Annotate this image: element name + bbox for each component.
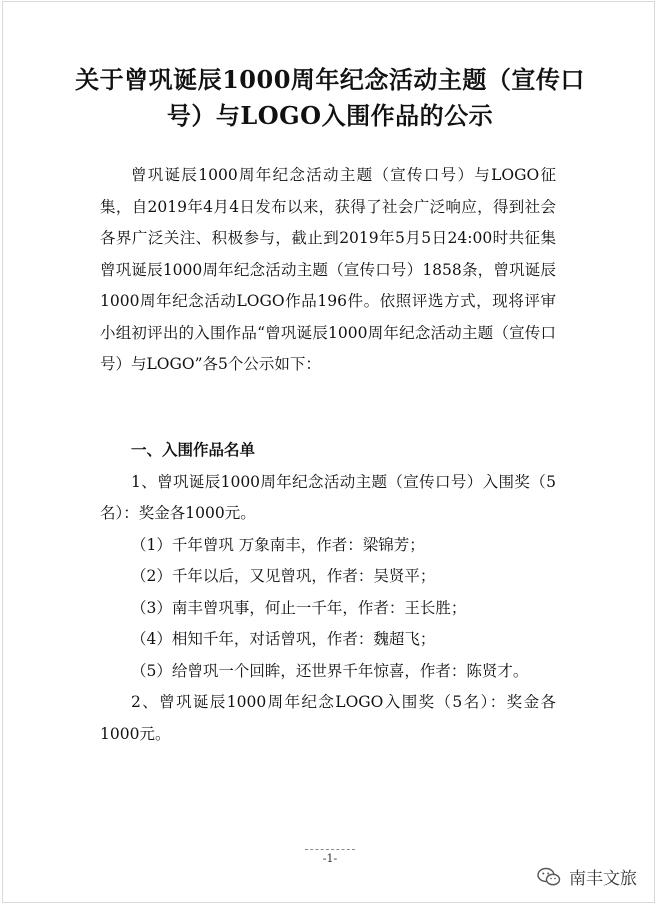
category-2-text: 2、曾巩诞辰1000周年纪念LOGO入围奖（5名）：奖金各1000元。 — [100, 693, 556, 743]
list-section — [100, 435, 556, 750]
watermark-text: 南丰文旅 — [569, 869, 637, 889]
list-item: （3）南丰曾巩事，何止一千年，作者：王长胜； — [131, 598, 467, 617]
list-item: （1）千年曾巩 万象南丰，作者：梁锦芳； — [131, 535, 425, 554]
category-1-text: 1、曾巩诞辰1000周年纪念活动主题（宣传口号）入围奖（5名）：奖金各1000元。 — [100, 472, 556, 522]
document-body — [100, 160, 556, 381]
list-item: （5）给曾巩一个回眸，还世界千年惊喜，作者：陈贤才。 — [131, 661, 529, 680]
document-title — [70, 62, 590, 134]
account-watermark — [537, 864, 637, 889]
intro-paragraph: 曾巩诞辰1000周年纪念活动主题（宣传口号）与LOGO征集，自2019年4月4日发布以来，获得了社会广泛响应，得到社会各界广泛关注、积极参与，截止到2019年5月5日24:00时共征集曾巩诞辰1000周年纪念活动主题（宣传口号）1858条，曾巩诞辰1000周年纪念活动LOGO作品196件。依照评选方式，现将评审小组初评出的入围作品“曾巩诞辰1000周年纪念活动主题（宣传口号）与LOGO”各5个公示如下： — [100, 166, 556, 373]
list-item: （4）相知千年，对话曾巩，作者：魏超飞； — [131, 630, 436, 648]
title-line-1: 关于曾巩诞辰1000周年纪念活动主题（宣传口 — [75, 65, 585, 94]
page-number: -1- — [322, 852, 338, 865]
title-line-2: 号）与LOGO入围作品的公示 — [166, 101, 494, 130]
wechat-icon — [537, 867, 561, 887]
section-heading: 一、入围作品名单 — [131, 441, 256, 459]
footer-divider — [305, 849, 355, 850]
list-item: （2）千年以后，又见曾巩，作者：吴贤平； — [131, 567, 436, 585]
